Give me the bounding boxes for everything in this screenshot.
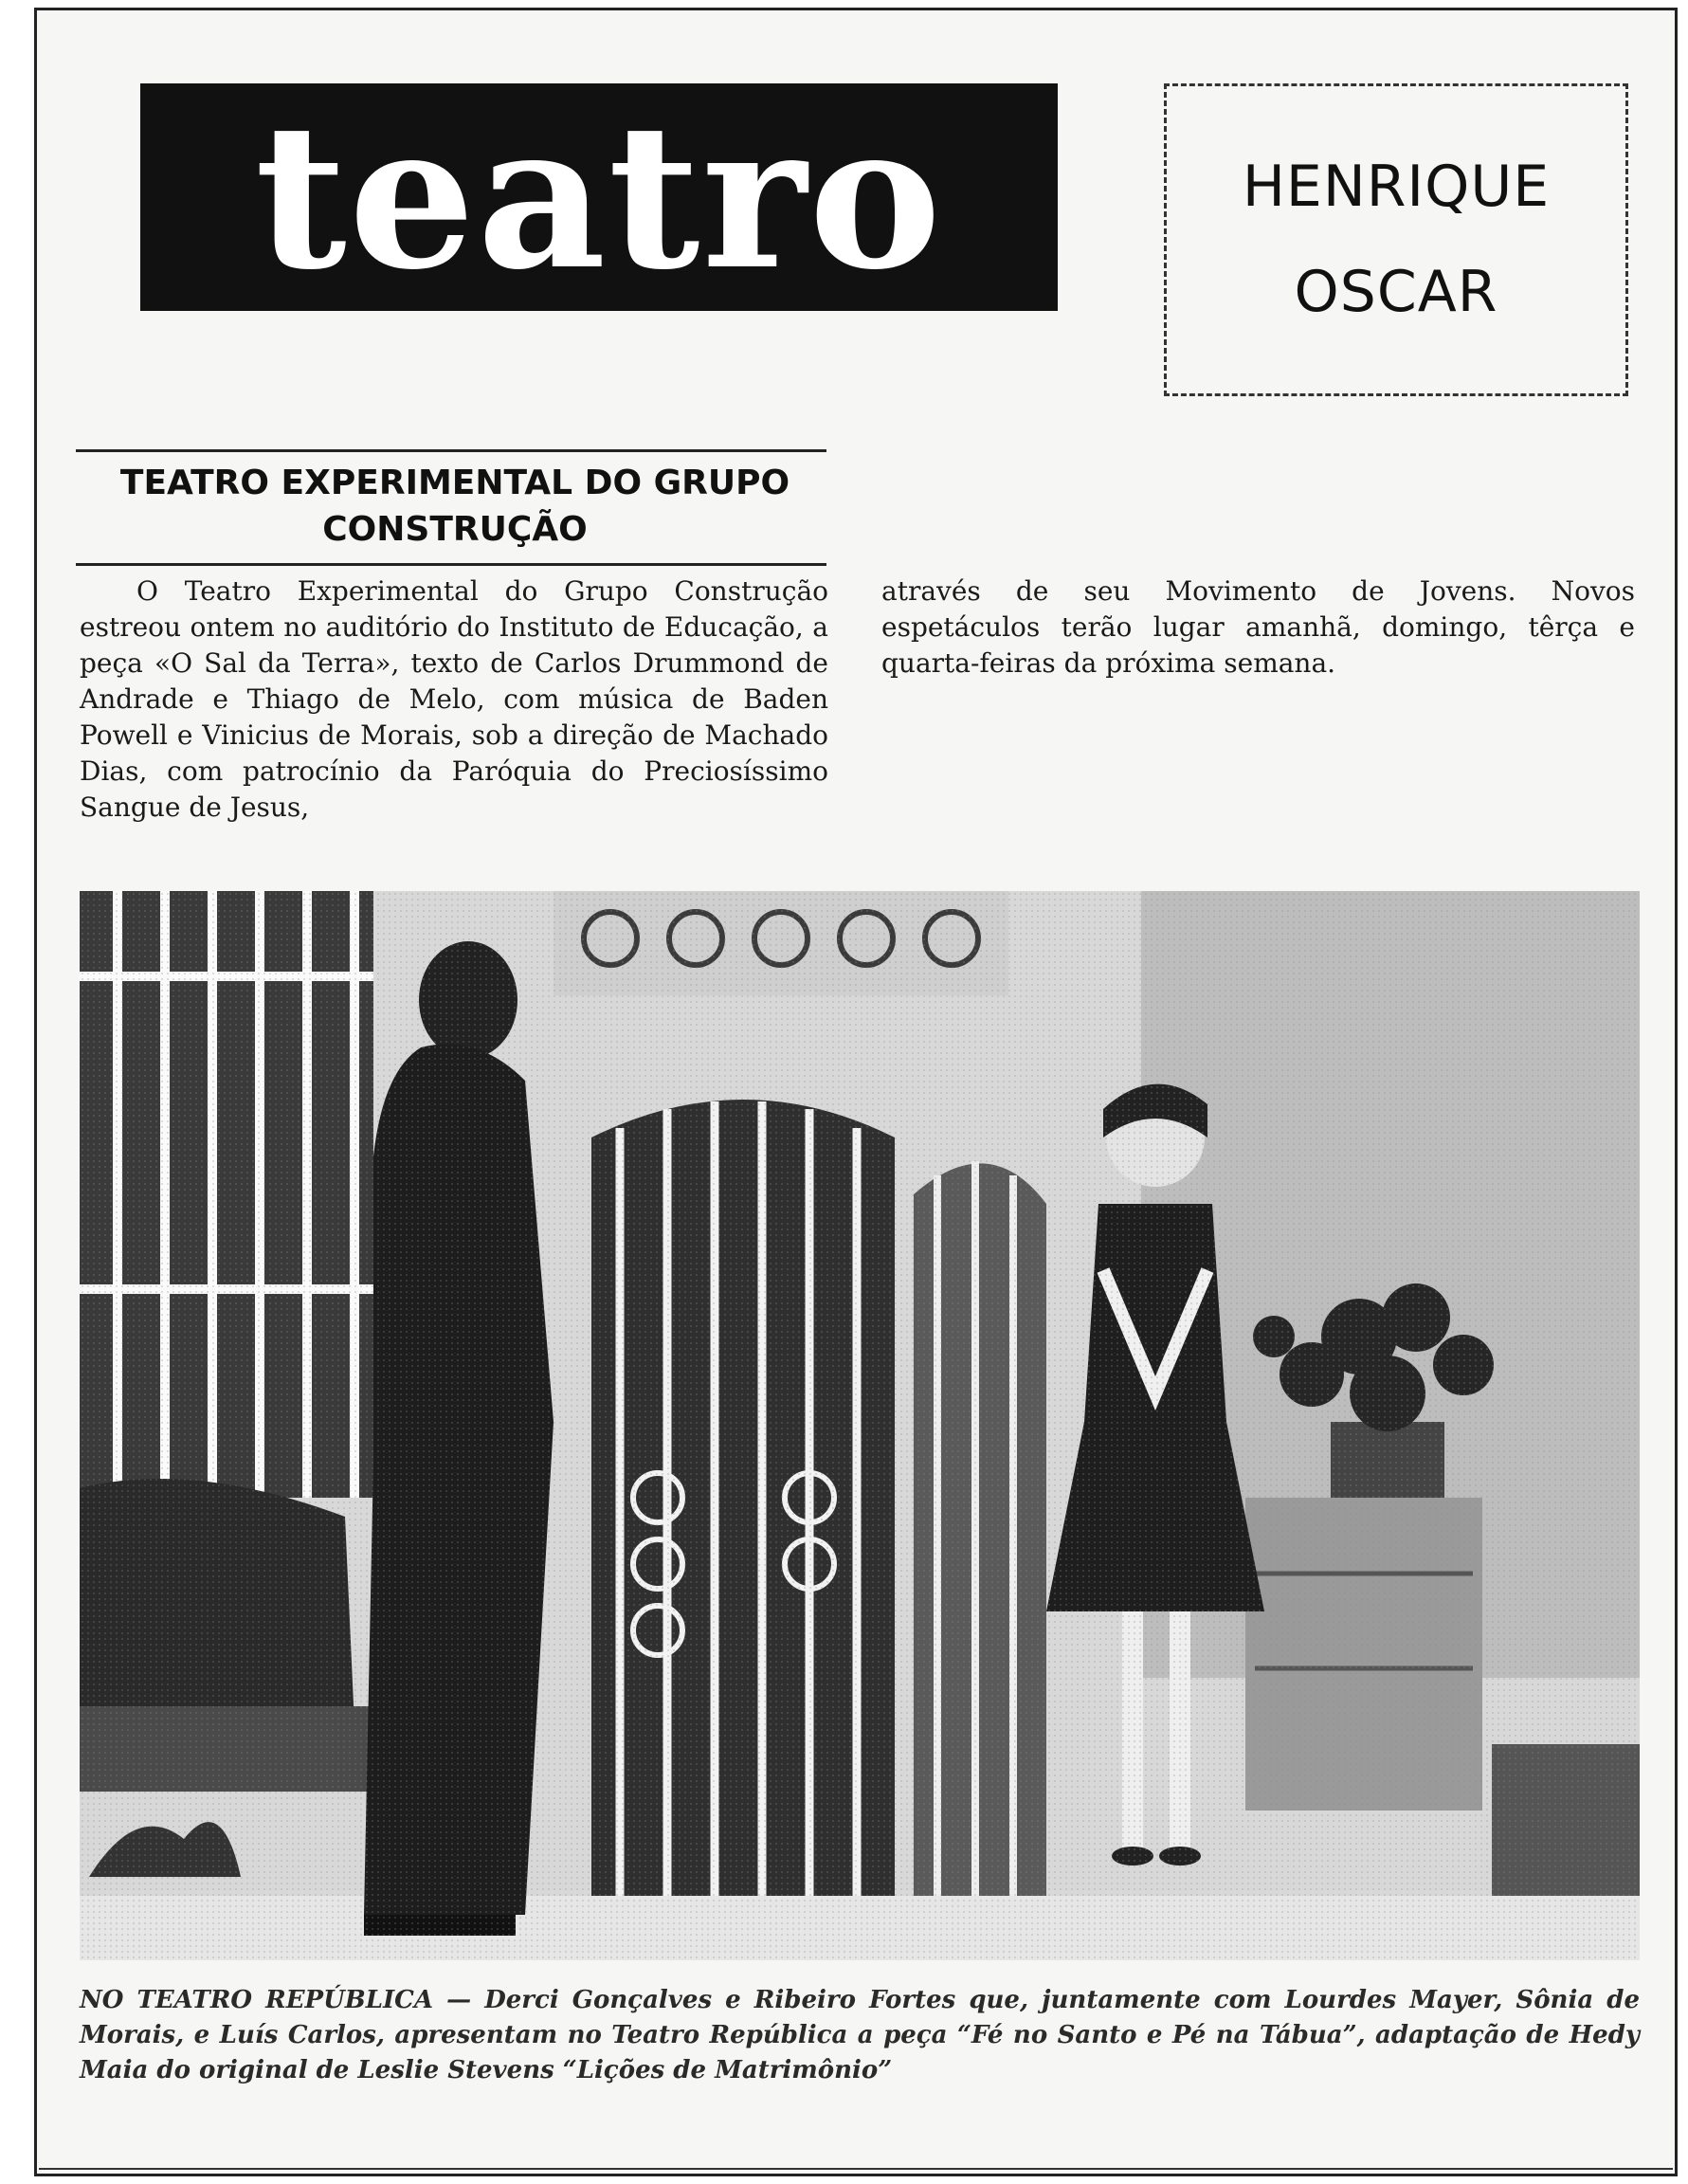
columnist-byline — [1164, 83, 1628, 396]
headline-top-rule — [76, 449, 826, 452]
headline-line-1: TEATRO EXPERIMENTAL DO GRUPO — [119, 464, 790, 502]
stage-photo — [80, 891, 1640, 1960]
columnist-first-name: HENRIQUE — [1242, 154, 1551, 220]
article-headline — [76, 461, 834, 553]
headline-bottom-rule — [76, 563, 826, 566]
section-masthead — [140, 80, 1058, 314]
columnist-last-name: OSCAR — [1294, 259, 1498, 325]
article-paragraph-2: através de seu Movimento de Jovens. Novos espetáculos terão lugar amanhã, domingo, têrça e quarta-feiras da próxima semana. — [881, 575, 1635, 679]
article-paragraph-1: O Teatro Experimental do Grupo Construção estreou ontem no auditório do Instituto de Educação, a peça «O Sal da Terra», texto de Carlos Drummond de Andrade e Thiago de Melo, com música de Baden Powell e Vinicius de Morais, sob a direção de Machado Dias, com patrocínio da Paróquia do Preciosíssimo Sangue de Jesus, — [80, 575, 828, 823]
stage-scene-illustration — [80, 891, 1640, 1960]
photo-caption: NO TEATRO REPÚBLICA — Derci Gonçalves e Ribeiro Fortes que, juntamente com Lourdes Mayer, Sônia de Morais, e Luís Carlos, apresentam no Teatro República a peça “Fé no Santo e Pé na Tábua”, adaptação de Hedy Maia do original de Leslie Stevens “Lições de Matrimônio” — [80, 1986, 1640, 2084]
article-column-1 — [80, 573, 828, 826]
section-title: teatro — [254, 80, 944, 314]
headline-line-2: CONSTRUÇÃO — [322, 509, 588, 549]
article-column-2 — [881, 573, 1635, 682]
